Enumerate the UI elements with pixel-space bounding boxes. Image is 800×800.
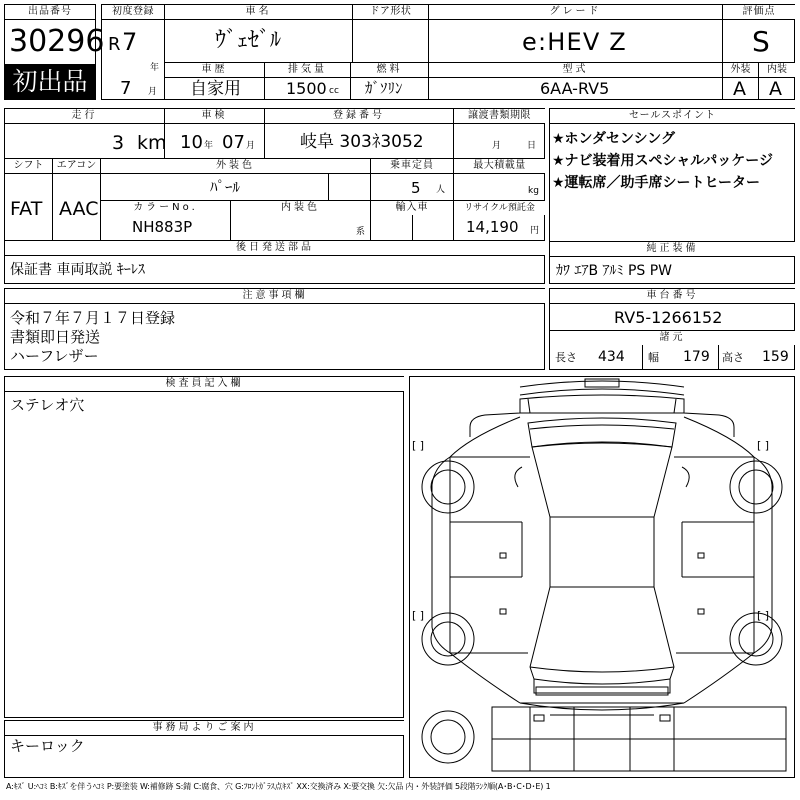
chassis-number: RV5-1266152 [614, 308, 723, 327]
length: 434 [598, 349, 625, 365]
transfer-day: 日 [527, 141, 537, 151]
capacity-unit: 人 [436, 185, 446, 195]
history: 自家用 [190, 79, 241, 99]
disp-unit: cc [329, 86, 339, 96]
inspector-note: ステレオ穴 [10, 396, 85, 414]
office-note: キーロック [10, 737, 85, 755]
ext-score: A [733, 78, 746, 100]
mileage: 3 [112, 132, 125, 154]
reg-label: 登録番号 [265, 109, 453, 123]
lot-label: 出品番号 [5, 5, 95, 19]
mileage-label: 走行 [5, 109, 164, 123]
note-line: ハーフレザー [10, 347, 99, 365]
color-no-label: カラーNo. [101, 201, 230, 215]
bracket-rr: [ ] [757, 609, 770, 622]
spec-label: 諸元 [550, 331, 795, 345]
genuine-equipment: ｶﾜ ｴｱB ｱﾙﾐ PS PW [556, 263, 673, 279]
year-unit: 年 [150, 63, 160, 73]
era: R [108, 34, 121, 55]
legend: A:ｷｽﾞ U:ﾍｺﾐ B:ｷｽﾞを伴うﾍｺﾐ P:要塗装 W:補修跡 S:錆 C:腐食、穴 G:ﾌﾛﾝﾄｶﾞﾗｽ点ｷｽﾞ XX:交換済み X:要交換 欠:欠品 内・外装評価 5段階ﾗﾝｸ順(A･B･C･D･E) 1 [6, 782, 551, 791]
ac: AAC [59, 198, 99, 220]
transfer-month: 月 [492, 141, 502, 151]
car-diagram [410, 377, 794, 777]
sales-point: ★ナビ装着用スペシャルパッケージ [552, 153, 774, 169]
genuine-label: 純正装備 [550, 242, 795, 256]
detail-box [4, 108, 545, 284]
grade-label: グレード [429, 5, 722, 19]
inspector-box [4, 376, 404, 718]
sales-point: ★運転席／助手席シートヒーター [552, 175, 760, 191]
model-label: 型式 [429, 63, 722, 77]
fuel: ｶﾞｿﾘﾝ [365, 79, 403, 97]
inspect-month: 07 [222, 132, 245, 153]
lot-number: 30296 [9, 24, 105, 59]
car-name-label: 車名 [165, 5, 352, 19]
month-unit: 月 [148, 87, 158, 97]
sales-point: ★ホンダセンシング [552, 131, 676, 147]
later-label: 後日発送部品 [5, 241, 545, 255]
reg-number: 岐阜 303ﾈ3052 [300, 132, 424, 152]
score-label: 評価点 [723, 5, 795, 19]
bracket-fl: [ ] [412, 439, 425, 452]
note-line: 令和７年７月１７日登録 [10, 309, 176, 327]
length-label: 長さ [555, 351, 577, 364]
car-name: ｳﾞｪｾﾞﾙ [215, 28, 282, 53]
transfer-label: 譲渡書類期限 [454, 109, 545, 123]
score: S [752, 25, 770, 58]
int-color-label: 内装色 [231, 201, 370, 215]
capacity: 5 [411, 179, 421, 197]
door-label: ドア形状 [353, 5, 428, 19]
shift: FAT [10, 198, 43, 220]
disp-label: 排気量 [265, 63, 350, 77]
inspect-label: 車検 [165, 109, 264, 123]
import-label: 輸入車 [371, 201, 453, 215]
history-label: 車歴 [165, 63, 264, 77]
ac-label: エアコン [53, 159, 100, 173]
bracket-rl: [ ] [412, 609, 425, 622]
first-reg-label: 初度登録 [102, 5, 164, 19]
inspector-label: 検査員記入欄 [5, 377, 404, 391]
mileage-unit: km [137, 132, 167, 154]
reg-year: 7 [122, 28, 138, 56]
int-color-unit: 系 [356, 227, 366, 237]
int-score: A [769, 78, 782, 100]
capacity-label: 乗車定員 [371, 159, 453, 173]
note-line: 書類即日発送 [10, 328, 101, 346]
recycle-unit: 円 [530, 226, 540, 236]
recycle: 14,190 [466, 218, 519, 236]
int-label: 内装 [759, 63, 795, 77]
load-unit: kg [528, 186, 539, 196]
recycle-label: リサイクル預託金 [454, 201, 545, 215]
first-listing-badge: 初出品 [5, 64, 95, 99]
inspect-month-unit: 月 [246, 141, 256, 151]
load-label: 最大積載量 [454, 159, 545, 173]
model: 6AA-RV5 [540, 79, 610, 98]
height-label: 高さ [722, 351, 744, 364]
ext-color: ﾊﾟｰﾙ [210, 178, 241, 196]
grade: e:HEV Z [522, 28, 627, 56]
width-label: 幅 [648, 351, 659, 364]
chassis-label: 車台番号 [550, 289, 795, 303]
color-no: NH883P [132, 218, 193, 236]
inspect-year: 10 [180, 132, 203, 153]
sales-label: セールスポイント [550, 109, 795, 123]
notes-label: 注意事項欄 [5, 289, 545, 303]
ext-color-label: 外装色 [101, 159, 370, 173]
fuel-label: 燃料 [351, 63, 428, 77]
ext-label: 外装 [723, 63, 758, 77]
width: 179 [683, 349, 710, 365]
displacement: 1500 [286, 79, 327, 98]
bracket-fr: [ ] [757, 439, 770, 452]
reg-month: 7 [120, 78, 132, 99]
height: 159 [762, 349, 789, 365]
later-parts: 保証書 車両取説 ｷｰﾚｽ [10, 262, 145, 278]
shift-label: シフト [5, 159, 52, 173]
inspect-year-unit: 年 [204, 141, 214, 151]
office-label: 事務局よりご案内 [5, 721, 404, 735]
